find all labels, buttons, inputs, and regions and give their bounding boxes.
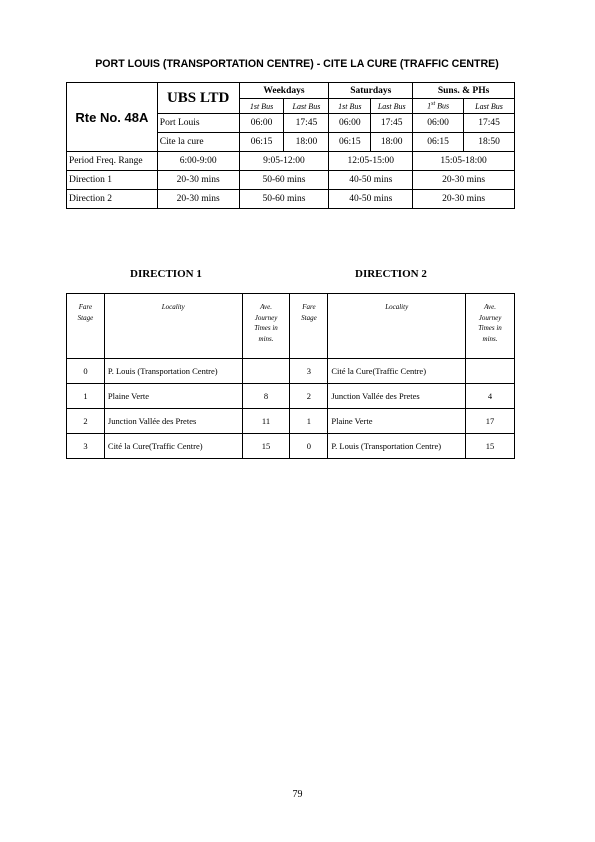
time-cell: 06:15 xyxy=(329,133,371,152)
fare-stage: 2 xyxy=(67,409,105,434)
fare-stage-header: Fare Stage xyxy=(67,294,105,359)
time-cell: 18:00 xyxy=(371,133,413,152)
sub-first: 1st Bus xyxy=(239,99,284,114)
timetable xyxy=(66,82,515,209)
fare-stage: 3 xyxy=(67,434,105,459)
freq-cell: 15:05-18:00 xyxy=(413,152,515,171)
locality: Cité la Cure(Traffic Centre) xyxy=(328,359,466,384)
table-row xyxy=(67,359,515,384)
time-cell: 06:00 xyxy=(413,114,464,133)
fare-stage: 2 xyxy=(290,384,328,409)
journey-time: 17 xyxy=(466,409,515,434)
page-title: PORT LOUIS (TRANSPORTATION CENTRE) - CITE LA CURE (TRAFFIC CENTRE) xyxy=(95,58,499,70)
stop-name: Port Louis xyxy=(157,114,239,133)
locality: Junction Vallée des Pretes xyxy=(104,409,242,434)
locality-header: Locality xyxy=(104,294,242,359)
locality: P. Louis (Transportation Centre) xyxy=(328,434,466,459)
freq-cell: 12:05-15:00 xyxy=(329,152,413,171)
journey-time: 11 xyxy=(242,409,290,434)
row-label: Period Freq. Range xyxy=(67,152,158,171)
time-cell: 17:45 xyxy=(371,114,413,133)
locality: Plaine Verte xyxy=(104,384,242,409)
table-row xyxy=(67,190,515,209)
sub-first: 1st Bus xyxy=(329,99,371,114)
journey-time: 15 xyxy=(466,434,515,459)
time-cell: 17:45 xyxy=(464,114,515,133)
freq-cell: 50-60 mins xyxy=(239,171,329,190)
page-number: 79 xyxy=(292,789,303,800)
table-row xyxy=(67,152,515,171)
time-cell: 06:00 xyxy=(329,114,371,133)
table-row xyxy=(67,384,515,409)
freq-cell: 50-60 mins xyxy=(239,190,329,209)
sub-last: Last Bus xyxy=(464,99,515,114)
direction-2-heading: DIRECTION 2 xyxy=(355,268,427,280)
journey-time-header: Ave. Journey Times in mins. xyxy=(466,294,515,359)
fare-stage-header: Fare Stage xyxy=(290,294,328,359)
locality-header: Locality xyxy=(328,294,466,359)
operator-name: UBS LTD xyxy=(157,83,239,114)
fare-stage: 0 xyxy=(67,359,105,384)
freq-cell: 20-30 mins xyxy=(157,171,239,190)
group-sundays: Suns. & PHs xyxy=(413,83,515,99)
freq-cell: 20-30 mins xyxy=(157,190,239,209)
journey-time-header: Ave. Journey Times in mins. xyxy=(242,294,290,359)
journey-time xyxy=(242,359,290,384)
time-cell: 17:45 xyxy=(284,114,329,133)
fare-stage: 1 xyxy=(67,384,105,409)
freq-cell: 40-50 mins xyxy=(329,190,413,209)
locality: P. Louis (Transportation Centre) xyxy=(104,359,242,384)
direction-1-heading: DIRECTION 1 xyxy=(130,268,202,280)
journey-time: 15 xyxy=(242,434,290,459)
freq-cell: 20-30 mins xyxy=(413,171,515,190)
row-label: Direction 2 xyxy=(67,190,158,209)
freq-cell: 40-50 mins xyxy=(329,171,413,190)
sub-first-alt: 1st Bus xyxy=(413,99,464,114)
fare-stage-table xyxy=(66,293,515,459)
sub-last: Last Bus xyxy=(284,99,329,114)
freq-cell: 6:00-9:00 xyxy=(157,152,239,171)
time-cell: 18:50 xyxy=(464,133,515,152)
route-number: Rte No. 48A xyxy=(67,83,158,152)
time-cell: 06:00 xyxy=(239,114,284,133)
locality: Junction Vallée des Pretes xyxy=(328,384,466,409)
freq-cell: 20-30 mins xyxy=(413,190,515,209)
group-weekdays: Weekdays xyxy=(239,83,329,99)
table-row xyxy=(67,434,515,459)
time-cell: 06:15 xyxy=(239,133,284,152)
locality: Plaine Verte xyxy=(328,409,466,434)
fare-stage: 1 xyxy=(290,409,328,434)
row-label: Direction 1 xyxy=(67,171,158,190)
time-cell: 18:00 xyxy=(284,133,329,152)
locality: Cité la Cure(Traffic Centre) xyxy=(104,434,242,459)
freq-cell: 9:05-12:00 xyxy=(239,152,329,171)
sub-last: Last Bus xyxy=(371,99,413,114)
table-row xyxy=(67,409,515,434)
group-saturdays: Saturdays xyxy=(329,83,413,99)
stop-name: Cite la cure xyxy=(157,133,239,152)
journey-time: 8 xyxy=(242,384,290,409)
fare-stage: 3 xyxy=(290,359,328,384)
journey-time: 4 xyxy=(466,384,515,409)
journey-time xyxy=(466,359,515,384)
time-cell: 06:15 xyxy=(413,133,464,152)
fare-stage: 0 xyxy=(290,434,328,459)
table-row xyxy=(67,171,515,190)
